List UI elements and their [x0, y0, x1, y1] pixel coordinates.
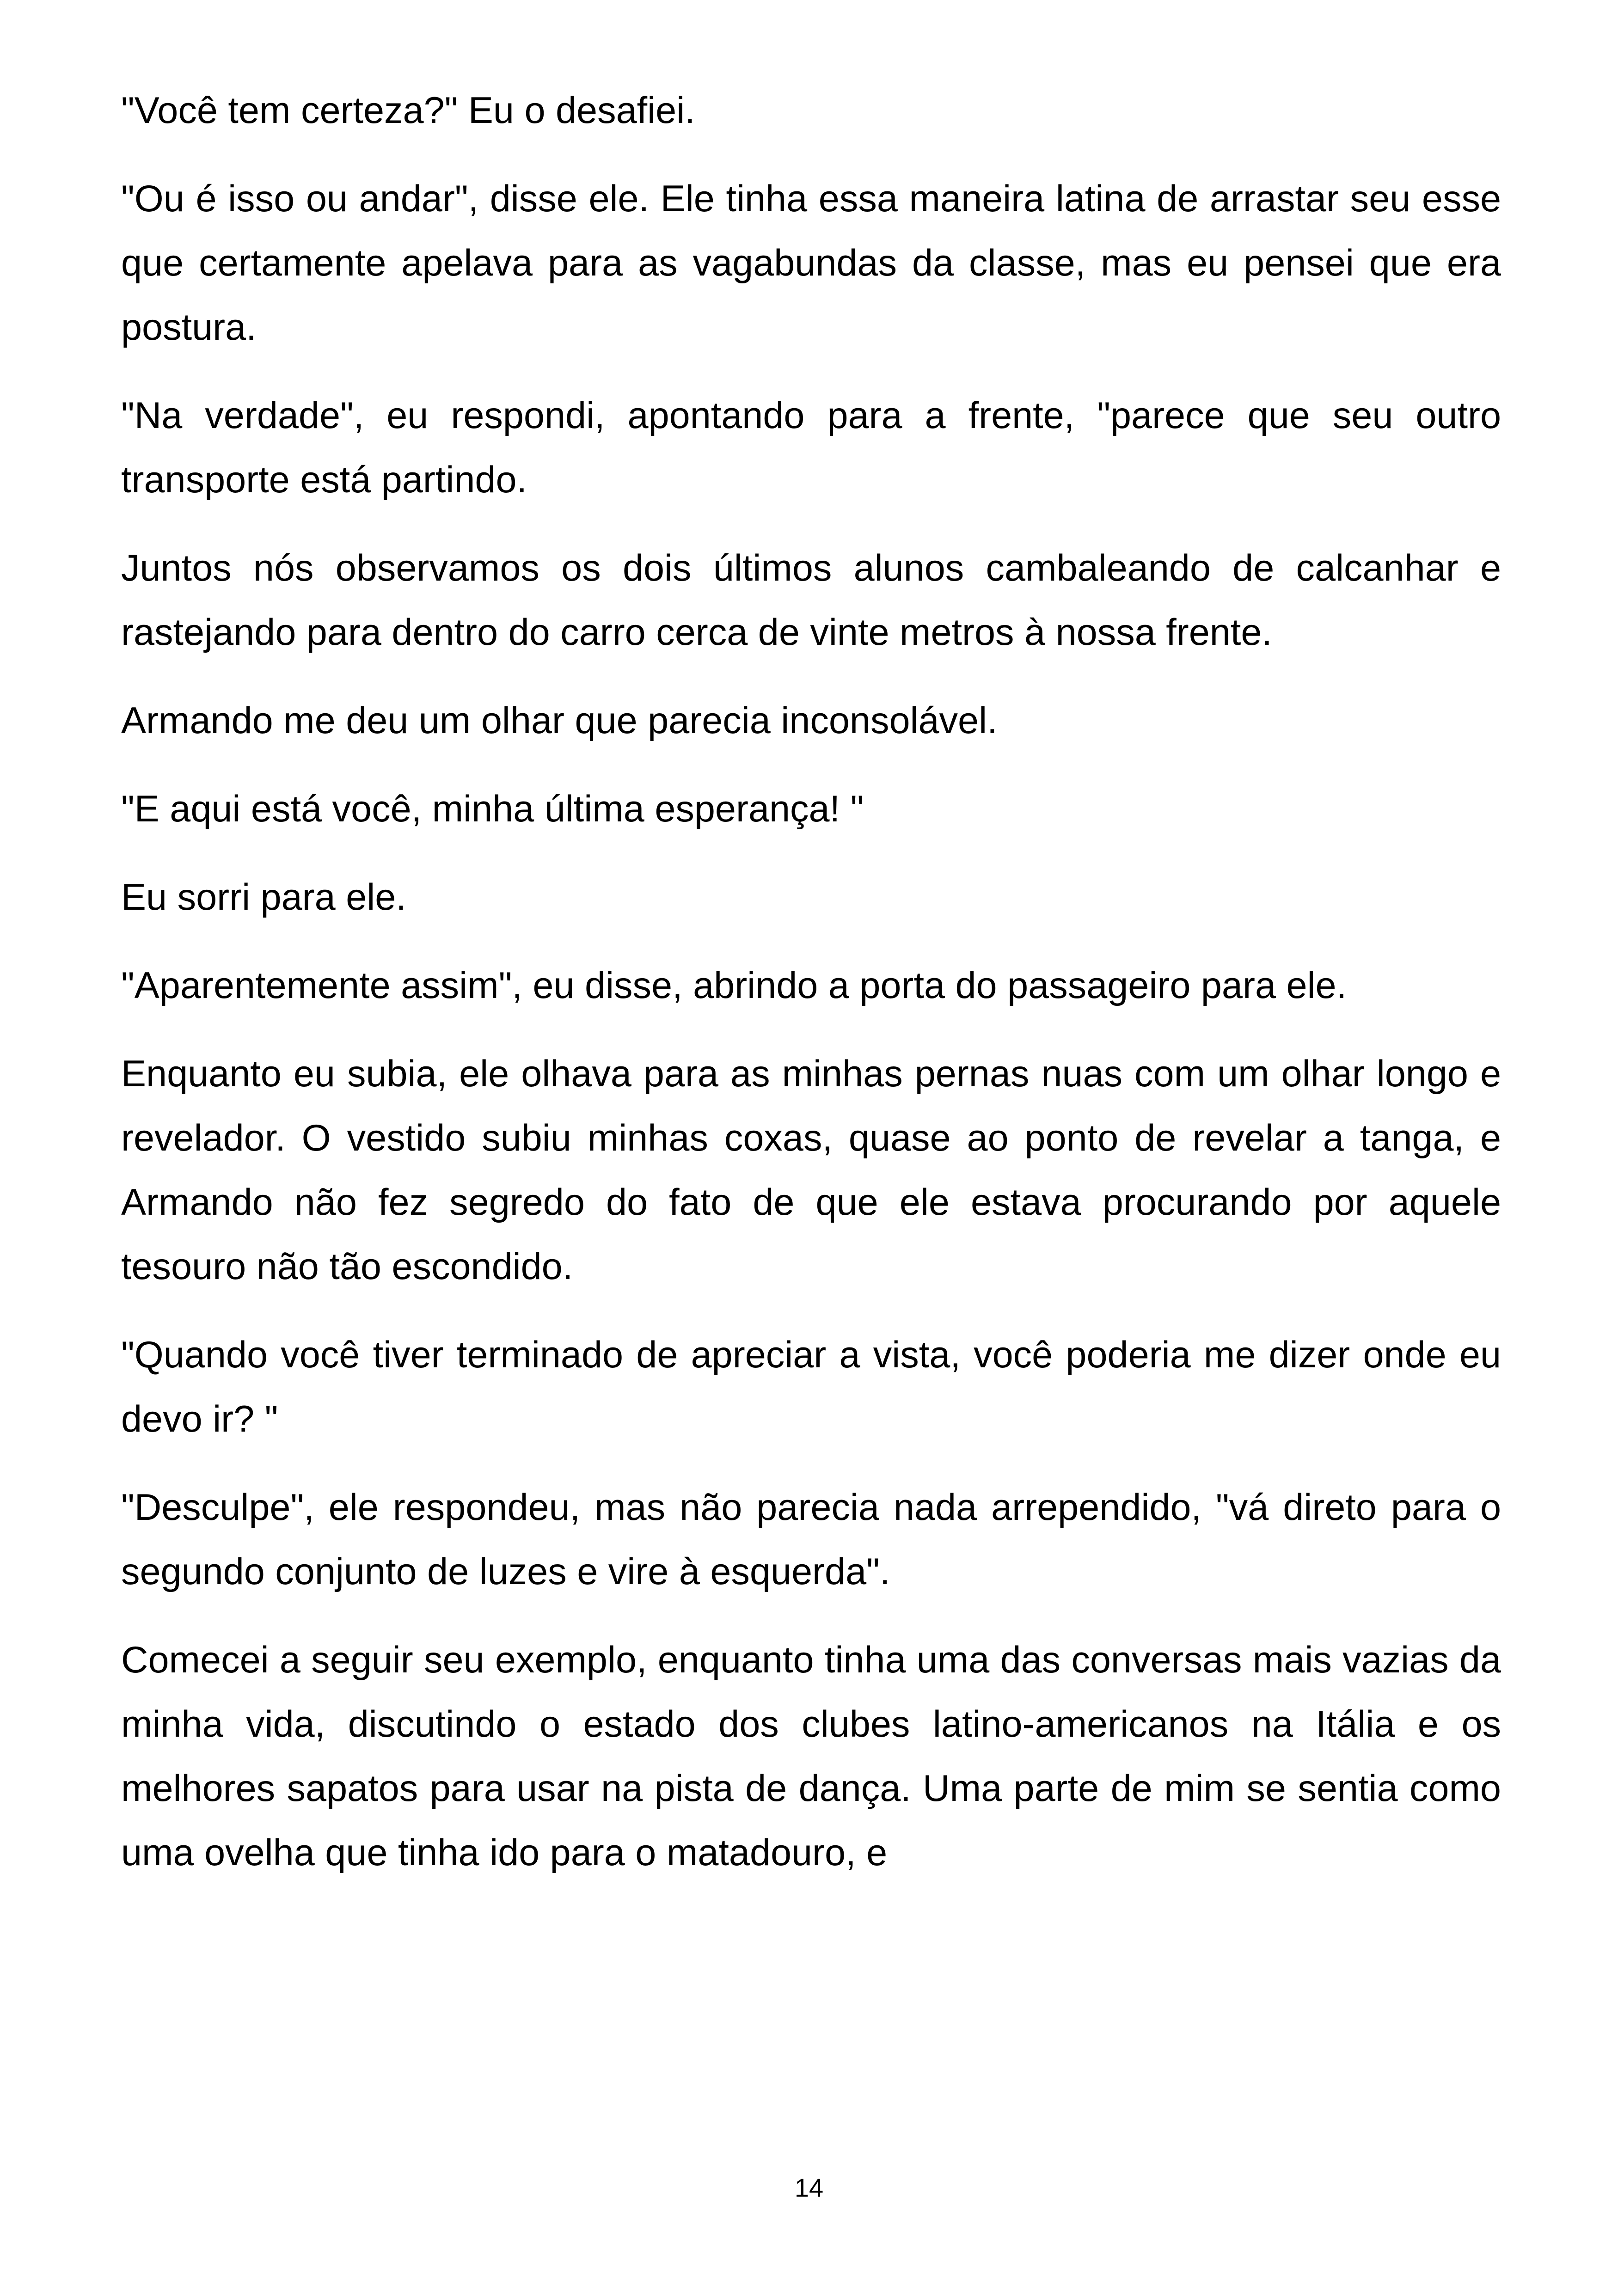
page-number: 14: [794, 2173, 824, 2202]
paragraph: Enquanto eu subia, ele olhava para as minhas pernas nuas com um olhar longo e revelador. O vestido subiu minhas coxas, quase ao ponto de revelar a tanga, e Armando não fez segredo do fato de que ele estava procurando por aquele tesouro não tão escondido.: [121, 1053, 1501, 1287]
paragraph: "Você tem certeza?" Eu o desafiei.: [121, 90, 695, 131]
paragraph: Armando me deu um olhar que parecia inconsolável.: [121, 700, 998, 741]
paragraph: "Quando você tiver terminado de apreciar a vista, você poderia me dizer onde eu devo ir? ": [121, 1334, 1501, 1440]
paragraph: "Ou é isso ou andar", disse ele. Ele tinha essa maneira latina de arrastar seu esse que certamente apelava para as vagabundas da classe, mas eu pensei que era postura.: [121, 178, 1501, 348]
paragraph: Juntos nós observamos os dois últimos alunos cambaleando de calcanhar e rastejando para dentro do carro cerca de vinte metros à nossa frente.: [121, 547, 1501, 653]
paragraph: Comecei a seguir seu exemplo, enquanto tinha uma das conversas mais vazias da minha vida, discutindo o estado dos clubes latino-americanos na Itália e os melhores sapatos para usar na pista de dança. Uma parte de mim se sentia como uma ovelha que tinha ido para o matadouro, e: [121, 1639, 1501, 1874]
body-text: [121, 79, 1501, 1909]
paragraph: "Desculpe", ele respondeu, mas não parecia nada arrependido, "vá direto para o segundo conjunto de luzes e vire à esquerda".: [121, 1487, 1501, 1592]
paragraph: "Aparentemente assim", eu disse, abrindo a porta do passageiro para ele.: [121, 965, 1347, 1006]
paragraph: "Na verdade", eu respondi, apontando para a frente, "parece que seu outro transporte está partindo.: [121, 395, 1501, 501]
paragraph: "E aqui está você, minha última esperança! ": [121, 788, 864, 830]
paragraph: Eu sorri para ele.: [121, 876, 406, 918]
